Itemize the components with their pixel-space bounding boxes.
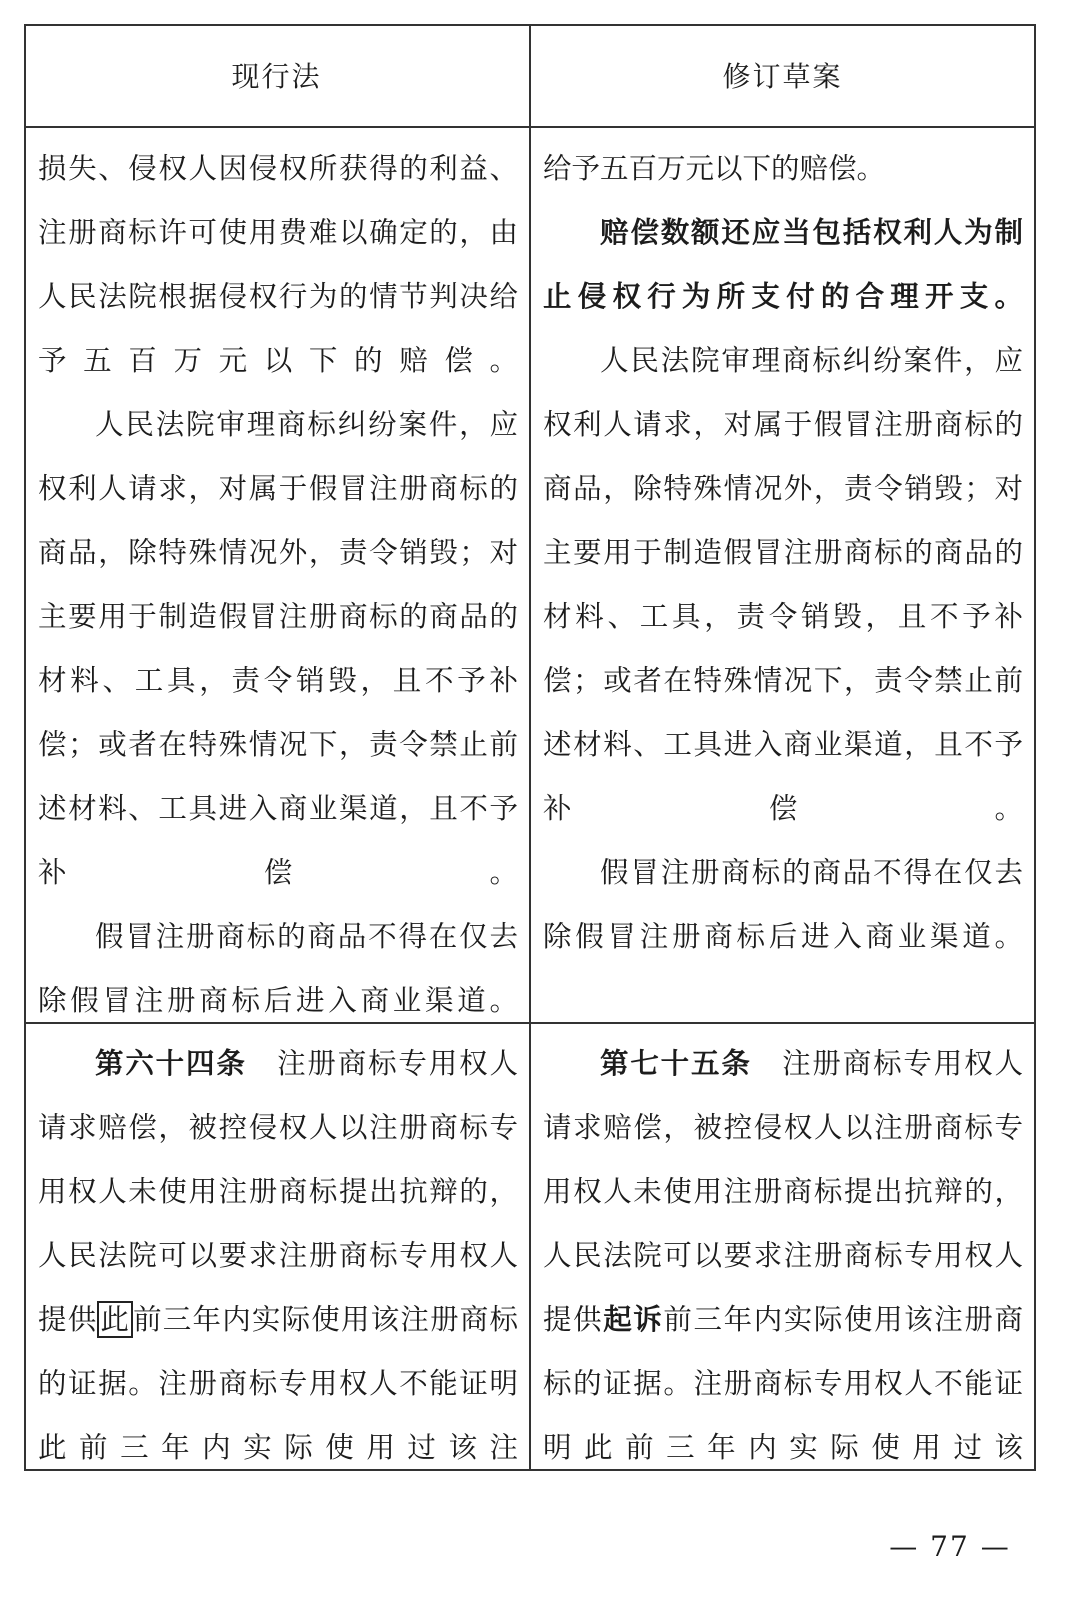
paragraph-destruction: 人民法院审理商标纠纷案件，应权利人请求，对属于假冒注册商标的商品，除特殊情况外，责令销毁；对主要用于制造假冒注册商标的商品的材料、工具，责令销毁，且不予补偿；或者在特殊情况下，责令禁止前述材料、工具进入商业渠道，且不予补偿。 — [543, 344, 1023, 825]
paragraph-counterfeit: 假冒注册商标的商品不得在仅去除假冒注册商标后进入商业渠道。 — [543, 856, 1023, 953]
article-64-paragraph — [38, 1032, 518, 1469]
article-text-b: 前三年内实际使用该注册商标的证据。注册商标专用权人不能证明此前三年内实际使用过该注 — [38, 1303, 518, 1464]
paragraph-counterfeit: 假冒注册商标的商品不得在仅去除假冒注册商标后进入商业渠道。 — [38, 920, 518, 1017]
boxed-character: 此 — [97, 1301, 133, 1338]
comparison-table — [24, 24, 1036, 1471]
paragraph-added-expenses: 赔偿数额还应当包括权利人为制止侵权行为所支付的合理开支。 — [543, 216, 1023, 313]
article-text-b: 前三年内实际使用该注册商标的证据。注册商标专用权人不能证明此前三年内实际使用过该 — [543, 1303, 1023, 1464]
changed-text: 起诉 — [603, 1303, 664, 1336]
table-border-right — [1034, 24, 1036, 1471]
paragraph-damages: 给予五百万元以下的赔偿。 — [543, 152, 886, 185]
cell-current-lower — [38, 1032, 518, 1469]
page-number: — 77 — — [889, 1530, 1011, 1563]
article-number: 第六十四条 — [95, 1047, 247, 1080]
column-divider — [529, 24, 531, 1471]
article-text-a: 注册商标专用权人请求赔偿，被控侵权人以注册商标专用权人未使用注册商标提出抗辩的，人民法院可以要求注册商标专用权人提供 — [543, 1047, 1023, 1336]
paragraph-destruction: 人民法院审理商标纠纷案件，应权利人请求，对属于假冒注册商标的商品，除特殊情况外，责令销毁；对主要用于制造假冒注册商标的商品的材料、工具，责令销毁，且不予补偿；或者在特殊情况下，责令禁止前述材料、工具进入商业渠道，且不予补偿。 — [38, 408, 518, 889]
article-text-a: 注册商标专用权人请求赔偿，被控侵权人以注册商标专用权人未使用注册商标提出抗辩的，人民法院可以要求注册商标专用权人提供 — [38, 1047, 518, 1336]
article-number: 第七十五条 — [600, 1047, 752, 1080]
header-current-law: 现行法 — [231, 60, 322, 93]
cell-current-upper — [38, 137, 518, 1022]
table-border-left — [24, 24, 26, 1471]
cell-draft-upper — [543, 137, 1023, 1022]
article-75-paragraph — [543, 1032, 1023, 1469]
header-revised-draft: 修订草案 — [722, 60, 843, 93]
cell-draft-lower — [543, 1032, 1023, 1469]
paragraph-damages: 损失、侵权人因侵权所获得的利益、注册商标许可使用费难以确定的，由人民法院根据侵权行为的情节判决给予五百万元以下的赔偿。 — [38, 152, 518, 377]
